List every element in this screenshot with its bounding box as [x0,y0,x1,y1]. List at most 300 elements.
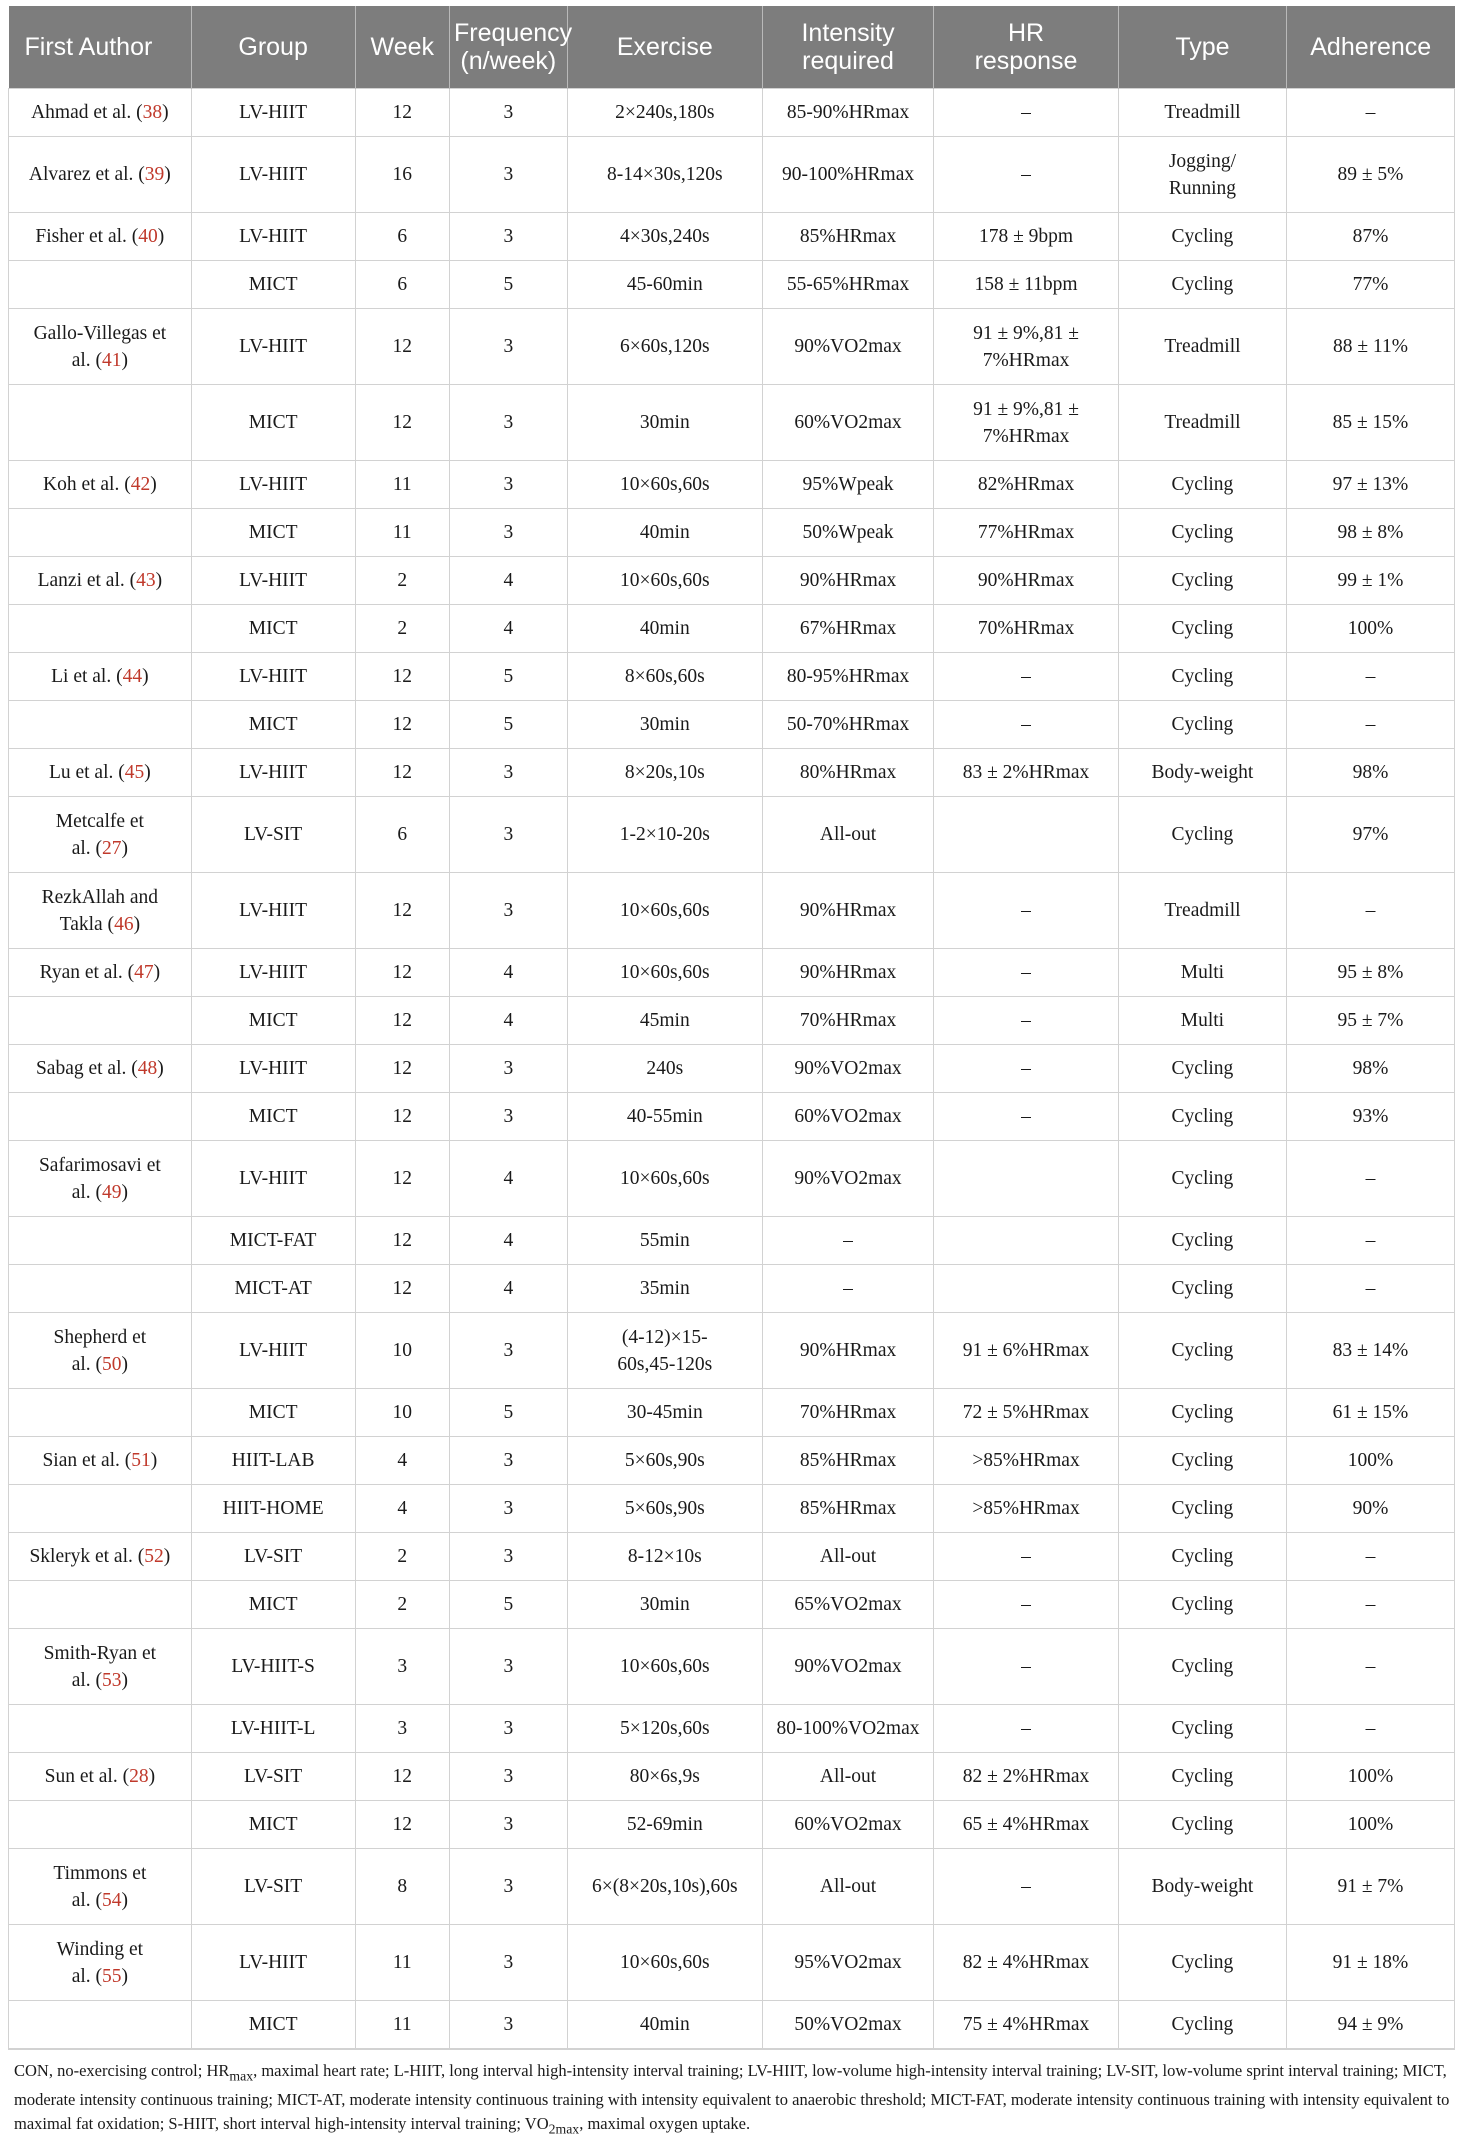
cell-first-author: Winding et al. (55) [9,1925,192,2001]
cell-intensity: 90%VO2max [762,1141,933,1217]
table-row [9,89,1455,137]
cell-intensity: 95%VO2max [762,1925,933,2001]
cell-hr-response: – [934,1533,1119,1581]
cell-frequency: 3 [450,1093,568,1141]
cell-group: LV-HIIT [191,749,355,797]
cell-group: LV-HIIT-L [191,1705,355,1753]
cell-intensity: 80-100%VO2max [762,1705,933,1753]
cell-intensity: All-out [762,1849,933,1925]
cell-week: 12 [355,653,450,701]
header-hr-response: HR response [934,6,1119,89]
cell-week: 6 [355,213,450,261]
table-row [9,797,1455,873]
header-group: Group [191,6,355,89]
cell-type: Cycling [1118,1705,1286,1753]
cell-intensity: 95%Wpeak [762,461,933,509]
cell-adherence: 100% [1286,1437,1454,1485]
cell-frequency: 4 [450,605,568,653]
cell-hr-response: – [934,1045,1119,1093]
cell-week: 12 [355,309,450,385]
cell-intensity: All-out [762,797,933,873]
cell-group: MICT-FAT [191,1217,355,1265]
cell-intensity: All-out [762,1533,933,1581]
cell-week: 11 [355,509,450,557]
cell-adherence: 99 ± 1% [1286,557,1454,605]
cell-week: 11 [355,461,450,509]
cell-week: 12 [355,89,450,137]
cell-week: 6 [355,261,450,309]
cell-group: LV-HIIT [191,1045,355,1093]
cell-intensity: 90%HRmax [762,1313,933,1389]
cell-frequency: 3 [450,461,568,509]
table-row [9,137,1455,213]
cell-intensity: 85%HRmax [762,1437,933,1485]
cell-frequency: 5 [450,653,568,701]
cell-intensity: 55-65%HRmax [762,261,933,309]
table-container [8,6,1455,2142]
table-row [9,557,1455,605]
cell-group: MICT [191,1389,355,1437]
cell-adherence: 83 ± 14% [1286,1313,1454,1389]
cell-group: LV-SIT [191,1533,355,1581]
cell-group: HIIT-HOME [191,1485,355,1533]
cell-first-author: Alvarez et al. (39) [9,137,192,213]
table-row [9,605,1455,653]
cell-first-author: RezkAllah and Takla (46) [9,873,192,949]
cell-hr-response: – [934,137,1119,213]
cell-hr-response: 77%HRmax [934,509,1119,557]
cell-frequency: 3 [450,1753,568,1801]
table-row [9,1437,1455,1485]
cell-type: Cycling [1118,1389,1286,1437]
cell-frequency: 3 [450,1629,568,1705]
cell-week: 12 [355,997,450,1045]
cell-type: Cycling [1118,1801,1286,1849]
cell-intensity: 90%VO2max [762,309,933,385]
cell-frequency: 5 [450,1581,568,1629]
table-body [9,89,1455,2049]
cell-hr-response: 90%HRmax [934,557,1119,605]
cell-exercise: 5×60s,90s [567,1437,762,1485]
cell-type: Cycling [1118,213,1286,261]
table-row [9,1093,1455,1141]
cell-hr-response: – [934,1849,1119,1925]
table-row [9,1753,1455,1801]
cell-first-author [9,1705,192,1753]
cell-week: 12 [355,949,450,997]
table-row [9,1045,1455,1093]
cell-hr-response: – [934,949,1119,997]
cell-adherence: 100% [1286,1753,1454,1801]
cell-intensity: 90-100%HRmax [762,137,933,213]
cell-week: 12 [355,1801,450,1849]
cell-group: LV-HIIT [191,213,355,261]
cell-exercise: 45min [567,997,762,1045]
table-row [9,1313,1455,1389]
cell-frequency: 3 [450,1801,568,1849]
cell-intensity: 85%HRmax [762,1485,933,1533]
cell-group: MICT [191,261,355,309]
cell-adherence: 93% [1286,1093,1454,1141]
cell-exercise: 80×6s,9s [567,1753,762,1801]
header-intensity: Intensity required [762,6,933,89]
cell-type: Multi [1118,949,1286,997]
cell-hr-response: 82%HRmax [934,461,1119,509]
cell-intensity: 60%VO2max [762,385,933,461]
cell-type: Cycling [1118,1437,1286,1485]
cell-group: HIIT-LAB [191,1437,355,1485]
cell-adherence: – [1286,1265,1454,1313]
cell-hr-response [934,1217,1119,1265]
cell-adherence: – [1286,653,1454,701]
cell-week: 12 [355,1265,450,1313]
cell-frequency: 3 [450,1313,568,1389]
cell-week: 2 [355,605,450,653]
cell-type: Cycling [1118,509,1286,557]
cell-exercise: 52-69min [567,1801,762,1849]
cell-group: MICT [191,385,355,461]
cell-adherence: 91 ± 7% [1286,1849,1454,1925]
cell-type: Cycling [1118,261,1286,309]
table-row [9,1581,1455,1629]
cell-frequency: 3 [450,749,568,797]
cell-intensity: 90%HRmax [762,557,933,605]
cell-group: MICT [191,1093,355,1141]
cell-week: 4 [355,1437,450,1485]
cell-hr-response: – [934,873,1119,949]
cell-hr-response: >85%HRmax [934,1437,1119,1485]
cell-exercise: 40min [567,605,762,653]
cell-adherence: 98% [1286,1045,1454,1093]
cell-adherence: – [1286,1141,1454,1217]
cell-type: Cycling [1118,653,1286,701]
cell-week: 11 [355,1925,450,2001]
cell-group: MICT [191,701,355,749]
cell-frequency: 4 [450,1217,568,1265]
cell-intensity: 80%HRmax [762,749,933,797]
cell-week: 12 [355,1141,450,1217]
cell-group: LV-HIIT [191,949,355,997]
table-row [9,1217,1455,1265]
cell-frequency: 3 [450,137,568,213]
cell-exercise: 10×60s,60s [567,1925,762,2001]
cell-group: MICT [191,1801,355,1849]
cell-intensity: 70%HRmax [762,997,933,1045]
cell-adherence: 90% [1286,1485,1454,1533]
table-row [9,1389,1455,1437]
cell-group: LV-SIT [191,797,355,873]
cell-type: Cycling [1118,1581,1286,1629]
cell-frequency: 4 [450,997,568,1045]
cell-group: LV-HIIT [191,557,355,605]
cell-hr-response: 83 ± 2%HRmax [934,749,1119,797]
cell-type: Cycling [1118,1629,1286,1705]
cell-adherence: 89 ± 5% [1286,137,1454,213]
cell-first-author [9,1217,192,1265]
cell-week: 3 [355,1705,450,1753]
cell-intensity: 90%HRmax [762,873,933,949]
cell-group: MICT [191,1581,355,1629]
table-row [9,1141,1455,1217]
cell-hr-response: 72 ± 5%HRmax [934,1389,1119,1437]
cell-adherence: 100% [1286,1801,1454,1849]
cell-week: 2 [355,557,450,605]
cell-group: LV-HIIT [191,137,355,213]
cell-intensity: 60%VO2max [762,1801,933,1849]
cell-adherence: 97% [1286,797,1454,873]
cell-hr-response: 82 ± 4%HRmax [934,1925,1119,2001]
cell-week: 12 [355,1045,450,1093]
cell-exercise: 8×20s,10s [567,749,762,797]
header-adherence: Adherence [1286,6,1454,89]
cell-group: LV-HIIT [191,1925,355,2001]
cell-first-author [9,1581,192,1629]
cell-type: Cycling [1118,1533,1286,1581]
cell-hr-response: – [934,1093,1119,1141]
cell-first-author: Gallo-Villegas et al. (41) [9,309,192,385]
cell-first-author [9,385,192,461]
table-row [9,1801,1455,1849]
cell-adherence: 94 ± 9% [1286,2001,1454,2049]
table-row [9,213,1455,261]
cell-hr-response: 91 ± 9%,81 ± 7%HRmax [934,385,1119,461]
table-row [9,261,1455,309]
cell-type: Cycling [1118,1141,1286,1217]
cell-adherence: 87% [1286,213,1454,261]
cell-week: 12 [355,385,450,461]
cell-exercise: 6×(8×20s,10s),60s [567,1849,762,1925]
cell-first-author: Sabag et al. (48) [9,1045,192,1093]
cell-intensity: 60%VO2max [762,1093,933,1141]
cell-type: Cycling [1118,1485,1286,1533]
cell-hr-response [934,1265,1119,1313]
cell-first-author: Ahmad et al. (38) [9,89,192,137]
cell-intensity: All-out [762,1753,933,1801]
cell-first-author [9,1485,192,1533]
cell-frequency: 3 [450,1485,568,1533]
table-row [9,873,1455,949]
cell-exercise: 40-55min [567,1093,762,1141]
table-row [9,385,1455,461]
cell-group: LV-HIIT [191,873,355,949]
cell-hr-response: 91 ± 9%,81 ± 7%HRmax [934,309,1119,385]
cell-exercise: (4-12)×15- 60s,45-120s [567,1313,762,1389]
cell-first-author: Sian et al. (51) [9,1437,192,1485]
cell-hr-response: – [934,1629,1119,1705]
cell-group: LV-HIIT [191,461,355,509]
cell-adherence: – [1286,1705,1454,1753]
cell-intensity: 85-90%HRmax [762,89,933,137]
cell-frequency: 3 [450,1437,568,1485]
cell-frequency: 3 [450,2001,568,2049]
cell-hr-response: – [934,997,1119,1045]
cell-hr-response: 91 ± 6%HRmax [934,1313,1119,1389]
table-row [9,1849,1455,1925]
header-frequency: Frequency (n/week) [450,6,568,89]
cell-frequency: 4 [450,557,568,605]
cell-type: Cycling [1118,605,1286,653]
cell-group: LV-HIIT [191,309,355,385]
table-row [9,1485,1455,1533]
cell-adherence: – [1286,1581,1454,1629]
cell-intensity: 67%HRmax [762,605,933,653]
table-row [9,749,1455,797]
table-row [9,997,1455,1045]
cell-exercise: 40min [567,509,762,557]
cell-week: 10 [355,1389,450,1437]
cell-week: 12 [355,749,450,797]
cell-frequency: 4 [450,949,568,997]
cell-group: MICT-AT [191,1265,355,1313]
cell-hr-response: 178 ± 9bpm [934,213,1119,261]
cell-first-author: Timmons et al. (54) [9,1849,192,1925]
cell-exercise: 30min [567,1581,762,1629]
cell-adherence: – [1286,1533,1454,1581]
cell-first-author: Koh et al. (42) [9,461,192,509]
cell-exercise: 1-2×10-20s [567,797,762,873]
cell-first-author: Metcalfe et al. (27) [9,797,192,873]
study-table [8,6,1455,2049]
cell-adherence: – [1286,1217,1454,1265]
cell-intensity: 90%HRmax [762,949,933,997]
cell-first-author [9,701,192,749]
cell-group: MICT [191,2001,355,2049]
table-row [9,653,1455,701]
cell-intensity: – [762,1217,933,1265]
cell-type: Cycling [1118,1217,1286,1265]
cell-first-author [9,1265,192,1313]
cell-first-author: Shepherd et al. (50) [9,1313,192,1389]
cell-intensity: 50%VO2max [762,2001,933,2049]
table-row [9,309,1455,385]
cell-exercise: 40min [567,2001,762,2049]
cell-intensity: 50-70%HRmax [762,701,933,749]
cell-exercise: 10×60s,60s [567,461,762,509]
table-footnote: CON, no-exercising control; $HR_{max}$, maximal heart rate; L-HIIT, long interval high-intensity interval training; LV-HIIT, low-volume high-intensity interval training; LV-SIT, low-volume sprint interval training; MICT, moderate intensity continuous training; MICT-AT, moderate intensity continuous training with intensity equivalent to anaerobic threshold; MICT-FAT, moderate intensity continuous training with intensity equivalent to maximal fat oxidation; S-HIIT, short interval high-intensity interval training; $VO_{2max}$, maximal oxygen uptake. [8,2049,1455,2142]
cell-exercise: 30-45min [567,1389,762,1437]
cell-type: Cycling [1118,701,1286,749]
cell-first-author: Safarimosavi et al. (49) [9,1141,192,1217]
table-row [9,1705,1455,1753]
cell-week: 2 [355,1581,450,1629]
cell-frequency: 5 [450,261,568,309]
cell-type: Body-weight [1118,1849,1286,1925]
cell-exercise: 10×60s,60s [567,873,762,949]
cell-hr-response: 65 ± 4%HRmax [934,1801,1119,1849]
cell-frequency: 3 [450,1045,568,1093]
cell-group: LV-HIIT [191,1313,355,1389]
cell-type: Treadmill [1118,385,1286,461]
cell-week: 8 [355,1849,450,1925]
table-row [9,1533,1455,1581]
cell-type: Treadmill [1118,89,1286,137]
cell-exercise: 45-60min [567,261,762,309]
table-row [9,509,1455,557]
cell-exercise: 240s [567,1045,762,1093]
cell-frequency: 4 [450,1265,568,1313]
cell-group: LV-HIIT [191,653,355,701]
cell-exercise: 55min [567,1217,762,1265]
cell-type: Cycling [1118,557,1286,605]
cell-group: MICT [191,605,355,653]
cell-group: LV-SIT [191,1849,355,1925]
cell-week: 10 [355,1313,450,1389]
cell-adherence: – [1286,701,1454,749]
cell-adherence: 95 ± 8% [1286,949,1454,997]
cell-type: Body-weight [1118,749,1286,797]
cell-week: 12 [355,1093,450,1141]
cell-hr-response: – [934,1581,1119,1629]
cell-week: 12 [355,873,450,949]
cell-type: Cycling [1118,1045,1286,1093]
cell-hr-response [934,1141,1119,1217]
cell-adherence: 95 ± 7% [1286,997,1454,1045]
cell-first-author [9,997,192,1045]
cell-first-author [9,2001,192,2049]
cell-type: Cycling [1118,2001,1286,2049]
cell-first-author: Fisher et al. (40) [9,213,192,261]
cell-frequency: 4 [450,1141,568,1217]
cell-frequency: 3 [450,89,568,137]
cell-frequency: 3 [450,1925,568,2001]
cell-exercise: 4×30s,240s [567,213,762,261]
cell-first-author: Ryan et al. (47) [9,949,192,997]
table-row [9,1925,1455,2001]
cell-adherence: 98 ± 8% [1286,509,1454,557]
cell-week: 12 [355,1217,450,1265]
cell-hr-response [934,797,1119,873]
cell-first-author: Li et al. (44) [9,653,192,701]
cell-group: LV-HIIT-S [191,1629,355,1705]
cell-intensity: – [762,1265,933,1313]
cell-first-author: Smith-Ryan et al. (53) [9,1629,192,1705]
header-exercise: Exercise [567,6,762,89]
cell-intensity: 70%HRmax [762,1389,933,1437]
cell-exercise: 30min [567,385,762,461]
cell-first-author [9,605,192,653]
cell-week: 3 [355,1629,450,1705]
cell-adherence: 98% [1286,749,1454,797]
table-row [9,701,1455,749]
cell-frequency: 3 [450,213,568,261]
cell-adherence: – [1286,89,1454,137]
cell-week: 2 [355,1533,450,1581]
cell-exercise: 8×60s,60s [567,653,762,701]
header-first-author: First Author [9,6,192,89]
cell-hr-response: 70%HRmax [934,605,1119,653]
cell-adherence: 91 ± 18% [1286,1925,1454,2001]
cell-type: Cycling [1118,1313,1286,1389]
cell-intensity: 90%VO2max [762,1629,933,1705]
header-week: Week [355,6,450,89]
cell-adherence: – [1286,1629,1454,1705]
cell-first-author: Sun et al. (28) [9,1753,192,1801]
cell-exercise: 5×60s,90s [567,1485,762,1533]
cell-intensity: 85%HRmax [762,213,933,261]
cell-type: Cycling [1118,1093,1286,1141]
cell-week: 4 [355,1485,450,1533]
cell-group: MICT [191,509,355,557]
cell-intensity: 90%VO2max [762,1045,933,1093]
cell-hr-response: 158 ± 11bpm [934,261,1119,309]
cell-week: 11 [355,2001,450,2049]
cell-group: LV-HIIT [191,89,355,137]
cell-exercise: 10×60s,60s [567,557,762,605]
cell-hr-response: >85%HRmax [934,1485,1119,1533]
cell-frequency: 5 [450,701,568,749]
cell-frequency: 3 [450,509,568,557]
table-row [9,1629,1455,1705]
